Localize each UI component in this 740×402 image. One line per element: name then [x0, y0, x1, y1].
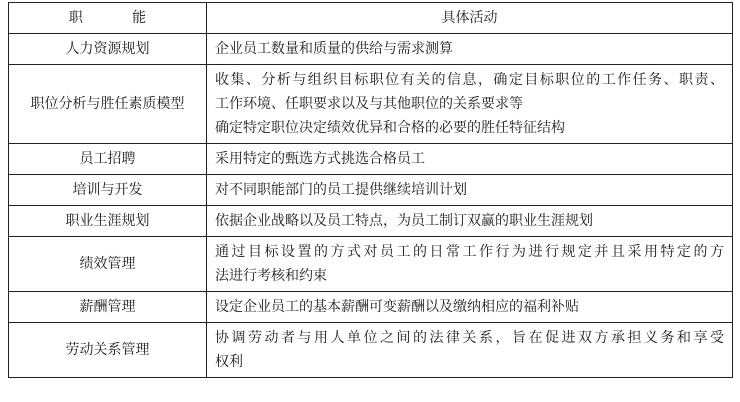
function-cell: 劳动关系管理 [9, 323, 207, 378]
activity-line: 对不同职能部门的员工提供继续培训计划 [215, 182, 467, 198]
activity-line: 工作环境、任职要求以及与其他职位的关系要求等 [215, 96, 523, 112]
activity-line: 权利 [215, 354, 243, 370]
activity-cell [207, 34, 733, 65]
activity-line: 企业员工数量和质量的供给与需求测算 [215, 41, 453, 57]
function-cell: 培训与开发 [9, 175, 207, 206]
activity-cell [207, 144, 733, 175]
table-header-row [9, 3, 733, 34]
table-row [9, 175, 733, 206]
function-cell: 职业生涯规划 [9, 206, 207, 237]
table-row [9, 292, 733, 323]
activity-cell [207, 206, 733, 237]
header-function [9, 3, 207, 34]
hr-functions-table-wrapper [8, 2, 732, 378]
table-row [9, 206, 733, 237]
table-row [9, 65, 733, 144]
activity-line: 协调劳动者与用人单位之间的法律关系，旨在促进双方承担义务和享受 [215, 330, 724, 346]
activity-line: 设定企业员工的基本薪酬可变薪酬以及缴纳相应的福利补贴 [215, 299, 579, 315]
header-activity: 具体活动 [207, 3, 733, 34]
table-row [9, 144, 733, 175]
table-row [9, 323, 733, 378]
function-cell: 职位分析与胜任素质模型 [9, 65, 207, 144]
table-row [9, 237, 733, 292]
activity-line: 依据企业战略以及员工特点，为员工制订双赢的职业生涯规划 [215, 213, 593, 229]
function-cell: 薪酬管理 [9, 292, 207, 323]
function-cell: 绩效管理 [9, 237, 207, 292]
table-row [9, 34, 733, 65]
activity-line: 通过目标设置的方式对员工的日常工作行为进行规定并且采用特定的方 [215, 244, 724, 260]
activity-line: 收集、分析与组织目标职位有关的信息，确定目标职位的工作任务、职责、 [215, 72, 724, 88]
activity-cell [207, 292, 733, 323]
activity-line: 法进行考核和约束 [215, 268, 327, 284]
function-cell: 人力资源规划 [9, 34, 207, 65]
activity-line: 采用特定的甄选方式挑选合格员工 [215, 151, 425, 167]
activity-cell [207, 65, 733, 144]
activity-cell [207, 175, 733, 206]
activity-cell [207, 323, 733, 378]
activity-line: 确定特定职位决定绩效优异和合格的必要的胜任特征结构 [215, 120, 565, 136]
hr-functions-table [8, 2, 733, 378]
activity-cell [207, 237, 733, 292]
function-cell: 员工招聘 [9, 144, 207, 175]
header-function-label: 职 能 [68, 10, 169, 26]
